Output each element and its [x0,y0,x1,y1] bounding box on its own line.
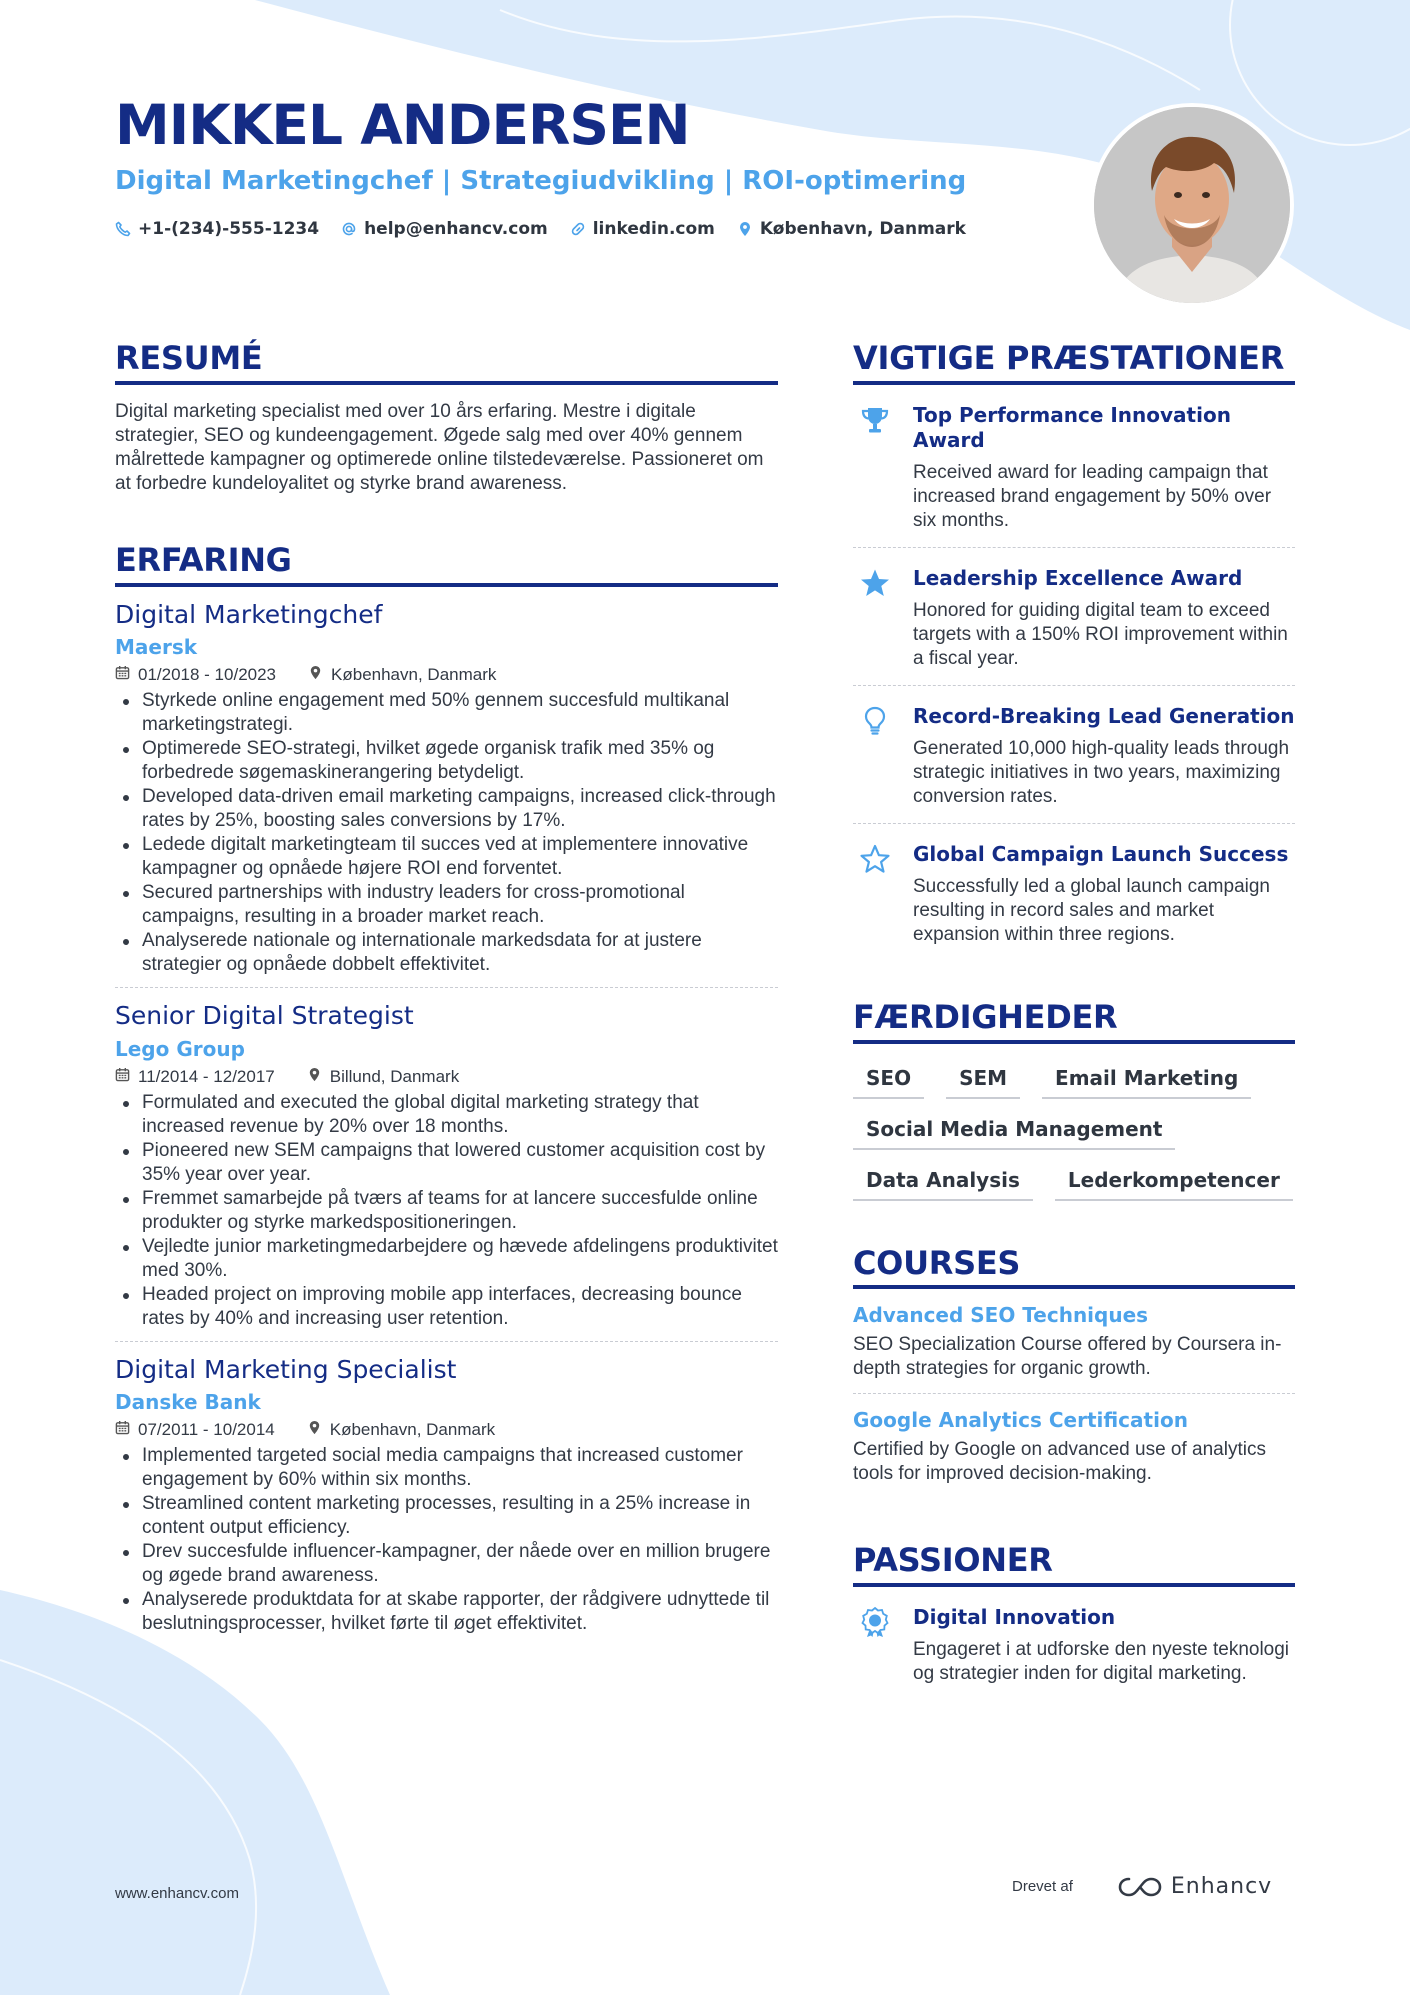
job-dates-text: 01/2018 - 10/2023 [138,665,277,685]
footer-branding [1012,1874,1272,1899]
job-entry [115,1341,778,1647]
job-entry [115,599,778,988]
achievement-body [913,566,1295,671]
achievements-section [853,340,1295,961]
job-bullets [115,689,778,977]
star-outline-icon [853,842,897,947]
bullet-item: Pioneered new SEM campaigns that lowered customer acquisition cost by 35% year over year. [115,1139,778,1187]
bullet-item: Implemented targeted social media campaigns that increased customer engagement by 60% within six months. [115,1444,778,1492]
enhancv-logo-icon [1117,1875,1163,1899]
linkedin-text: linkedin.com [592,219,715,239]
right-column [853,340,1295,1700]
job-list [115,599,778,1647]
course-title[interactable]: Advanced SEO Techniques [853,1303,1149,1328]
link-icon [570,221,586,237]
company-name: Danske Bank [115,1390,261,1415]
powered-by-label: Drevet af [1012,1878,1073,1895]
award-medal-icon [853,1605,897,1686]
achievement-title: Top Performance Innovation Award [913,402,1231,452]
job-entry [115,987,778,1341]
job-location [307,1067,459,1087]
course-item [853,1393,1295,1498]
phone-text: +1-(234)-555-1234 [138,219,320,239]
achievement-item [853,823,1295,961]
location-pin-icon [307,1067,322,1087]
achievement-body [913,704,1295,809]
achievements-heading: VIGTIGE PRÆSTATIONER [853,340,1295,385]
skills-section [853,999,1295,1201]
course-item [853,1289,1295,1393]
contact-location [737,219,966,239]
lightbulb-icon [853,704,897,809]
skills-heading: FÆRDIGHEDER [853,999,1295,1044]
courses-heading: COURSES [853,1245,1295,1290]
portrait-photo [1094,107,1290,303]
job-bullets [115,1091,778,1331]
experience-section [115,542,778,1646]
achievement-title: Global Campaign Launch Success [913,841,1289,866]
contact-bar [115,219,966,239]
job-location-text: København, Danmark [331,665,497,685]
bullet-item: Drev succesfulde influencer-kampagner, der nåede over en million brugere og øgede brand awareness. [115,1540,778,1588]
passion-title: Digital Innovation [913,1605,1116,1630]
job-bullets [115,1444,778,1636]
achievement-desc: Successfully led a global launch campaign resulting in record sales and market expansion within three regions. [913,875,1270,945]
job-location [308,665,496,685]
bullet-item: Secured partnerships with industry leaders for cross-promotional campaigns, resulting in a broader market reach. [115,881,778,929]
achievement-item [853,385,1295,547]
location-pin-icon [737,221,753,237]
skill-tag: SEO [853,1066,924,1099]
course-desc: Certified by Google on advanced use of analytics tools for improved decision-making. [853,1439,1266,1485]
job-location [307,1420,495,1440]
passion-body [913,1605,1295,1686]
passion-desc: Engageret i at udforske den nyeste teknologi og strategier inden for digital marketing. [913,1639,1290,1685]
skill-tag: Social Media Management [853,1117,1175,1150]
job-meta [115,1420,778,1440]
achievement-desc: Received award for leading campaign that increased brand engagement by 50% over six months. [913,461,1272,531]
company-name: Maersk [115,635,198,660]
candidate-name: MIKKEL ANDERSEN [115,93,690,157]
job-dates [115,665,276,685]
bullet-item: Developed data-driven email marketing campaigns, increased click-through rates by 25%, boosting sales conversions by 17%. [115,785,778,833]
job-dates-text: 11/2014 - 12/2017 [138,1066,275,1086]
summary-section [115,340,778,496]
star-filled-icon [853,566,897,671]
location-pin-icon [308,665,323,685]
trophy-icon [853,403,897,533]
location-text: København, Danmark [759,219,966,239]
phone-icon [115,221,131,237]
avatar [1090,103,1294,307]
calendar-icon [115,1067,130,1087]
brand-name: Enhancv [1170,1874,1273,1899]
summary-heading: RESUMÉ [115,340,778,385]
skill-list [853,1066,1295,1201]
bullet-item: Fremmet samarbejde på tværs af teams for at lancere succesfulde online produkter og styrke markedspositioneringen. [115,1187,778,1235]
job-meta [115,1067,778,1087]
bullet-item: Streamlined content marketing processes, resulting in a 25% increase in content output efficiency. [115,1492,778,1540]
experience-heading: ERFARING [115,542,778,587]
passions-section [853,1542,1295,1700]
job-dates [115,1067,275,1087]
achievement-body [913,403,1295,533]
course-title[interactable]: Google Analytics Certification [853,1408,1188,1433]
brand-logo[interactable] [1117,1874,1272,1899]
skill-tag: Email Marketing [1042,1066,1251,1099]
achievement-title: Leadership Excellence Award [913,565,1243,590]
bullet-item: Formulated and executed the global digital marketing strategy that increased revenue by 20% over 18 months. [115,1091,778,1139]
contact-email[interactable] [341,219,548,239]
skill-tag: SEM [946,1066,1020,1099]
job-dates [115,1420,275,1440]
left-column [115,340,778,1646]
job-title: Digital Marketingchef [115,599,383,629]
at-icon [341,221,357,237]
email-text: help@enhancv.com [364,219,548,239]
skill-tag: Data Analysis [853,1168,1033,1201]
passion-list [853,1587,1295,1700]
achievement-body [913,842,1295,947]
course-desc: SEO Specialization Course offered by Coursera in-depth strategies for organic growth. [853,1334,1282,1380]
courses-section [853,1245,1295,1499]
job-meta [115,665,778,685]
achievement-item [853,547,1295,685]
achievement-desc: Generated 10,000 high-quality leads through strategic initiatives in two years, maximizing conversion rates. [913,737,1290,807]
calendar-icon [115,665,130,685]
course-list [853,1289,1295,1498]
bullet-item: Headed project on improving mobile app interfaces, decreasing bounce rates by 40% and increasing user retention. [115,1283,778,1331]
candidate-headline: Digital Marketingchef | Strategiudvikling | ROI-optimering [115,166,967,196]
footer-website[interactable]: www.enhancv.com [115,1885,239,1902]
calendar-icon [115,1420,130,1440]
bullet-item: Styrkede online engagement med 50% gennem succesfuld multikanal marketingstrategi. [115,689,778,737]
achievement-desc: Honored for guiding digital team to exceed targets with a 150% ROI improvement within a fiscal year. [913,599,1288,669]
summary-text: Digital marketing specialist med over 10 års erfaring. Mestre i digitale strategier, SEO og kundeengagement. Øgede salg med over 40% gennem målrettede kampagner og optimerede online tilstedeværelse. Passioneret om at forbedre kundeloyalitet og styrke brand awareness. [115,400,764,494]
location-pin-icon [307,1420,322,1440]
achievement-list [853,385,1295,961]
job-title: Digital Marketing Specialist [115,1354,457,1384]
passion-item [853,1587,1295,1700]
bullet-item: Ledede digitalt marketingteam til succes ved at implementere innovative kampagner og opnåede højere ROI end forventet. [115,833,778,881]
passions-heading: PASSIONER [853,1542,1295,1587]
bullet-item: Analyserede produktdata for at skabe rapporter, der rådgivere udnyttede til beslutningsprocesser, hvilket førte til øget effektivitet. [115,1588,778,1636]
contact-linkedin[interactable] [570,219,715,239]
achievement-item [853,685,1295,823]
job-dates-text: 07/2011 - 10/2014 [138,1420,275,1440]
job-location-text: København, Danmark [329,1420,496,1440]
job-title: Senior Digital Strategist [115,1001,414,1031]
job-location-text: Billund, Danmark [329,1066,460,1086]
bullet-item: Optimerede SEO-strategi, hvilket øgede organisk trafik med 35% og forbedrede søgemaskinerangering betydeligt. [115,737,778,785]
achievement-title: Record-Breaking Lead Generation [913,703,1295,728]
bullet-item: Analyserede nationale og internationale markedsdata for at justere strategier og opnåede dobbelt effektivitet. [115,929,778,977]
company-name: Lego Group [115,1036,245,1061]
skill-tag: Lederkompetencer [1055,1168,1293,1201]
bullet-item: Vejledte junior marketingmedarbejdere og hævede afdelingens produktivitet med 30%. [115,1235,778,1283]
contact-phone[interactable] [115,219,319,239]
